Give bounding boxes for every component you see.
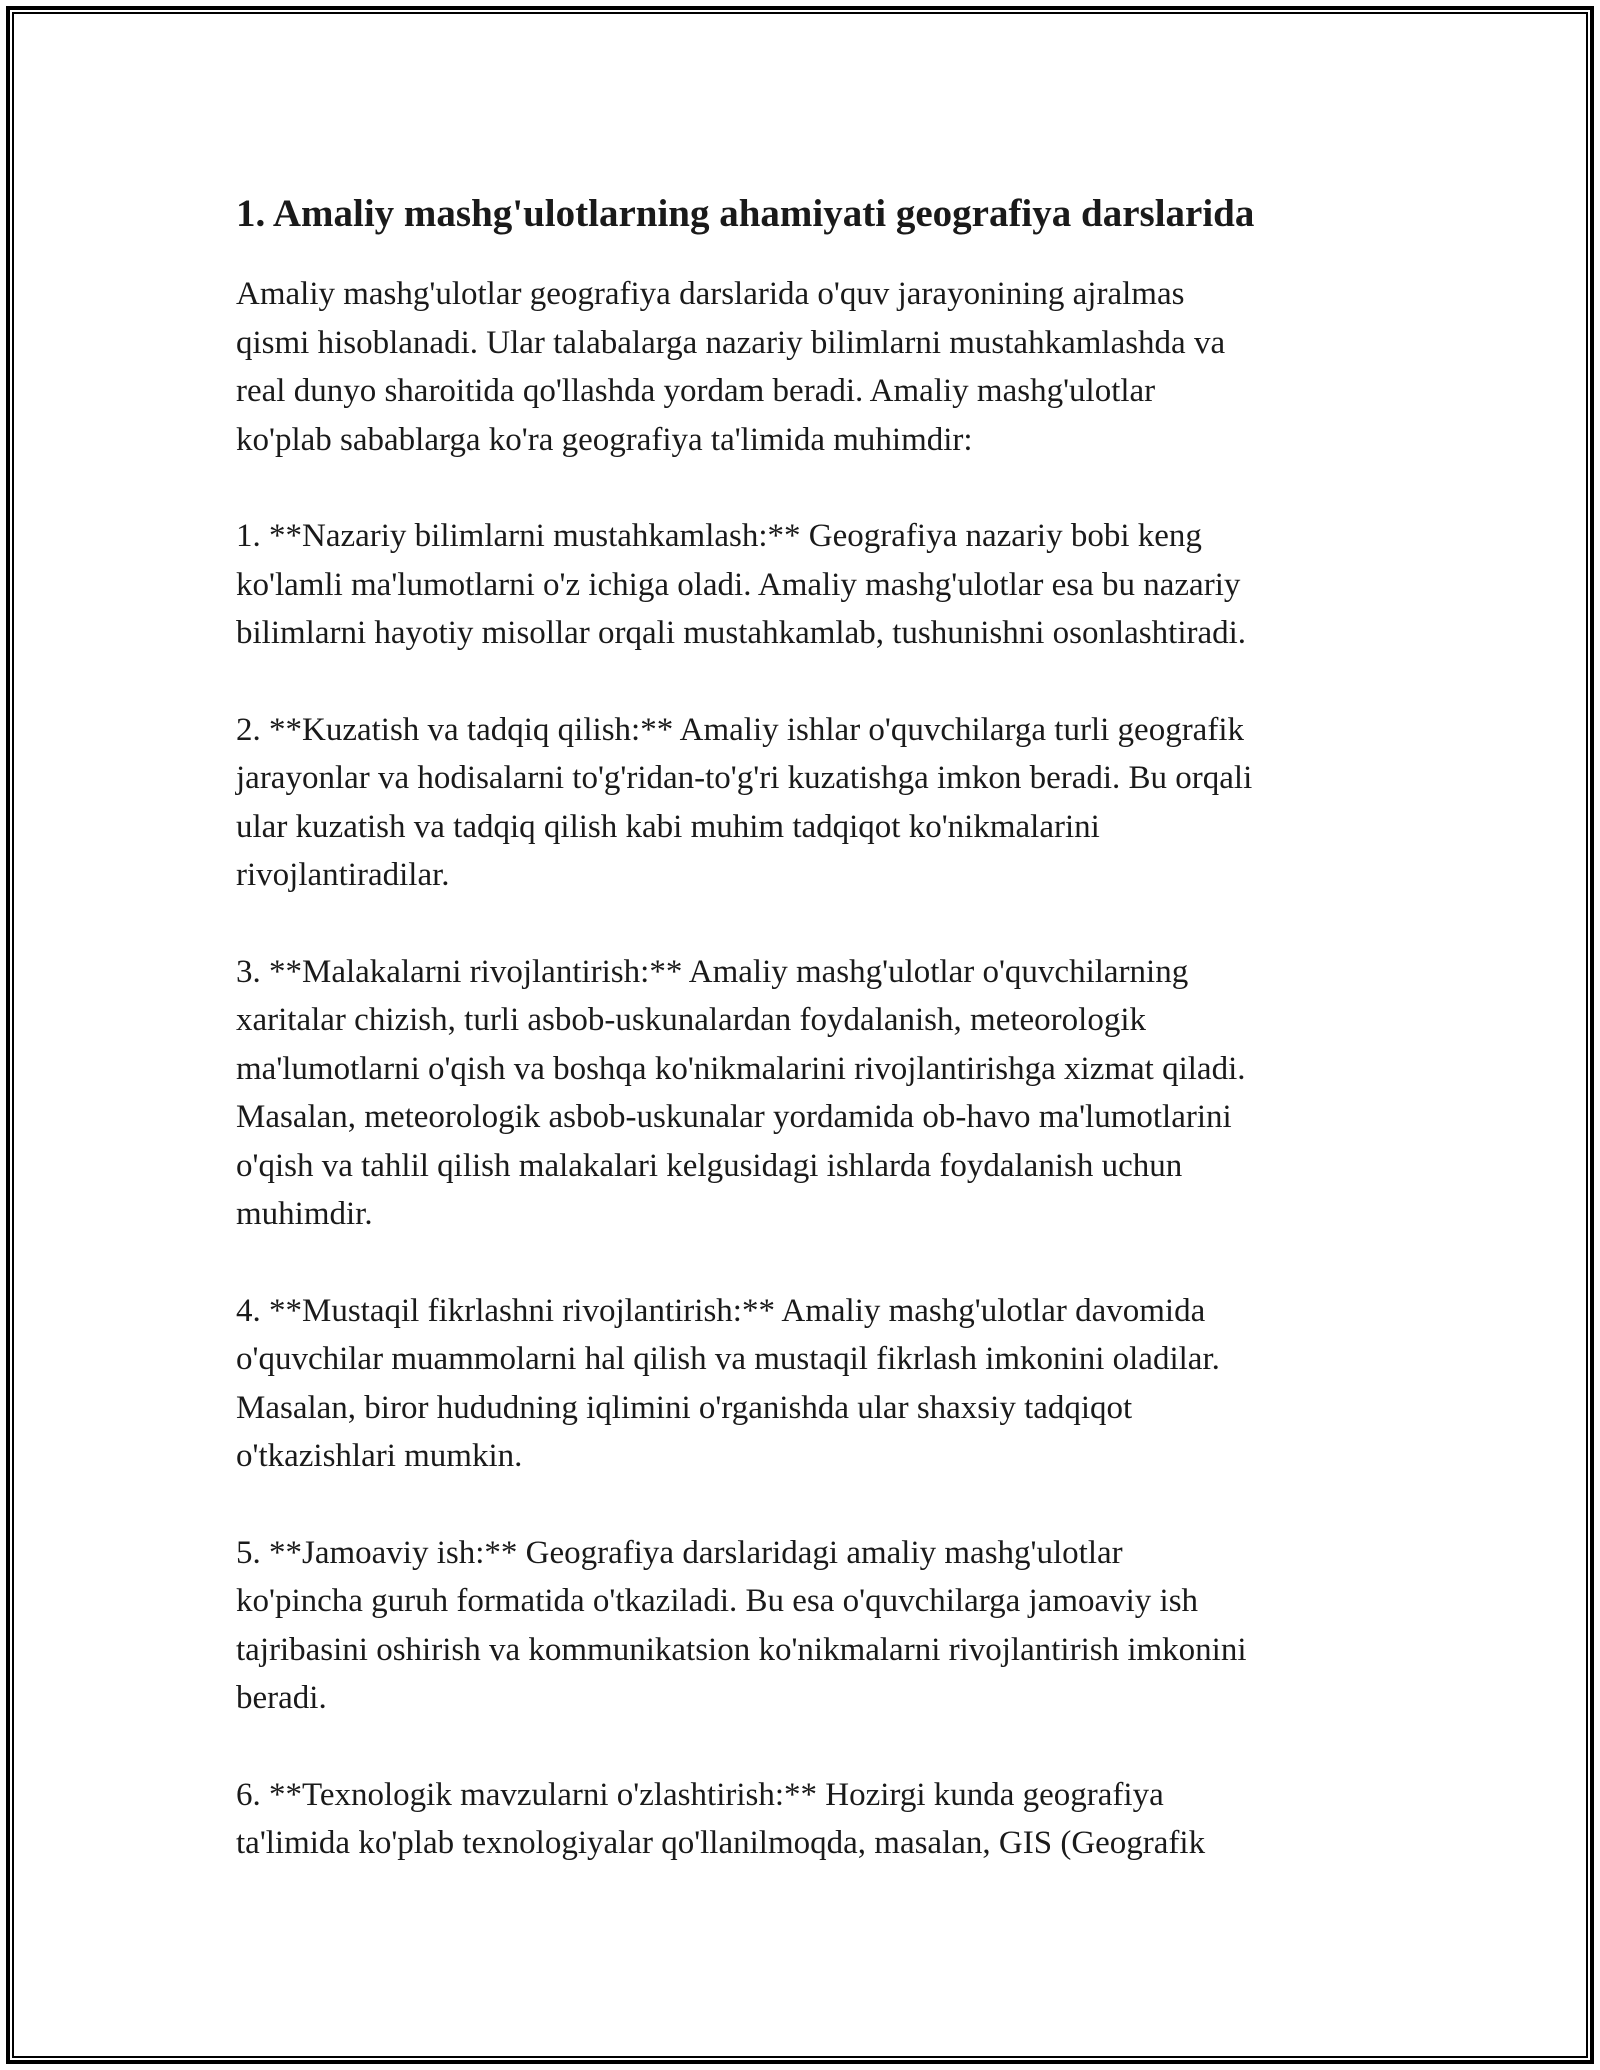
text-line: beradi. xyxy=(236,1680,327,1716)
text-line: o'quvchilar muammolarni hal qilish va mustaqil fikrlash imkonini oladilar. xyxy=(236,1341,1220,1377)
text-line: muhimdir. xyxy=(236,1196,373,1232)
text-line: Amaliy mashg'ulotlar geografiya darslarida o'quv jarayonining ajralmas xyxy=(236,276,1185,312)
list-item-1 xyxy=(236,512,1376,658)
list-item-2 xyxy=(236,706,1376,900)
text-line: ma'lumotlarni o'qish va boshqa ko'nikmalarini rivojlantirishga xizmat qiladi. xyxy=(236,1050,1246,1087)
text-line: ko'pincha guruh formatida o'tkaziladi. Bu esa o'quvchilarga jamoaviy ish xyxy=(236,1583,1199,1619)
list-item-3 xyxy=(236,948,1376,1239)
text-line: qismi hisoblanadi. Ular talabalarga nazariy bilimlarni mustahkamlashda va xyxy=(236,324,1226,361)
list-item-5 xyxy=(236,1529,1376,1723)
text-line: jarayonlar va hodisalarni to'g'ridan-to'g'ri kuzatishga imkon beradi. Bu orqali xyxy=(236,760,1253,796)
text-line: 6. **Texnologik mavzularni o'zlashtirish:** Hozirgi kunda geografiya xyxy=(236,1776,1164,1813)
text-line: Masalan, meteorologik asbob-uskunalar yordamida ob-havo ma'lumotlarini xyxy=(236,1099,1232,1135)
text-line: o'tkazishlari mumkin. xyxy=(236,1438,523,1474)
text-line: xaritalar chizish, turli asbob-uskunalardan foydalanish, meteorologik xyxy=(236,1002,1146,1038)
text-line: 4. **Mustaqil fikrlashni rivojlantirish:** Amaliy mashg'ulotlar davomida xyxy=(236,1292,1206,1329)
text-line: Masalan, biror hududning iqlimini o'rganishda ular shaxsiy tadqiqot xyxy=(236,1389,1133,1426)
document-body xyxy=(236,186,1376,1916)
text-line: rivojlantiradilar. xyxy=(236,857,450,893)
text-line: 2. **Kuzatish va tadqiq qilish:** Amaliy ishlar o'quvchilarga turli geografik xyxy=(236,711,1244,748)
text-line: 5. **Jamoaviy ish:** Geografiya darslaridagi amaliy mashg'ulotlar xyxy=(236,1534,1123,1571)
list-item-4 xyxy=(236,1287,1376,1481)
intro-paragraph xyxy=(236,270,1376,464)
text-line: ko'lamli ma'lumotlarni o'z ichiga oladi. Amaliy mashg'ulotlar esa bu nazariy xyxy=(236,566,1241,603)
text-line: 1. **Nazariy bilimlarni mustahkamlash:** Geografiya nazariy bobi keng xyxy=(236,518,1202,554)
list-item-6 xyxy=(236,1771,1376,1868)
text-line: ko'plab sabablarga ko'ra geografiya ta'limida muhimdir: xyxy=(236,421,973,458)
text-line: bilimlarni hayotiy misollar orqali mustahkamlab, tushunishni osonlashtiradi. xyxy=(236,615,1247,651)
text-line: ular kuzatish va tadqiq qilish kabi muhim tadqiqot ko'nikmalarini xyxy=(236,808,1100,845)
text-line: 3. **Malakalarni rivojlantirish:** Amaliy mashg'ulotlar o'quvchilarning xyxy=(236,953,1189,990)
text-line: o'qish va tahlil qilish malakalari kelgusidagi ishlarda foydalanish uchun xyxy=(236,1147,1183,1184)
text-line: ta'limida ko'plab texnologiyalar qo'llanilmoqda, masalan, GIS (Geografik xyxy=(236,1825,1206,1861)
page-title: 1. Amaliy mashg'ulotlarning ahamiyati geografiya darslarida xyxy=(236,192,1255,235)
text-line: tajribasini oshirish va kommunikatsion ko'nikmalarni rivojlantirish imkonini xyxy=(236,1631,1247,1668)
text-line: real dunyo sharoitida qo'llashda yordam beradi. Amaliy mashg'ulotlar xyxy=(236,373,1156,409)
